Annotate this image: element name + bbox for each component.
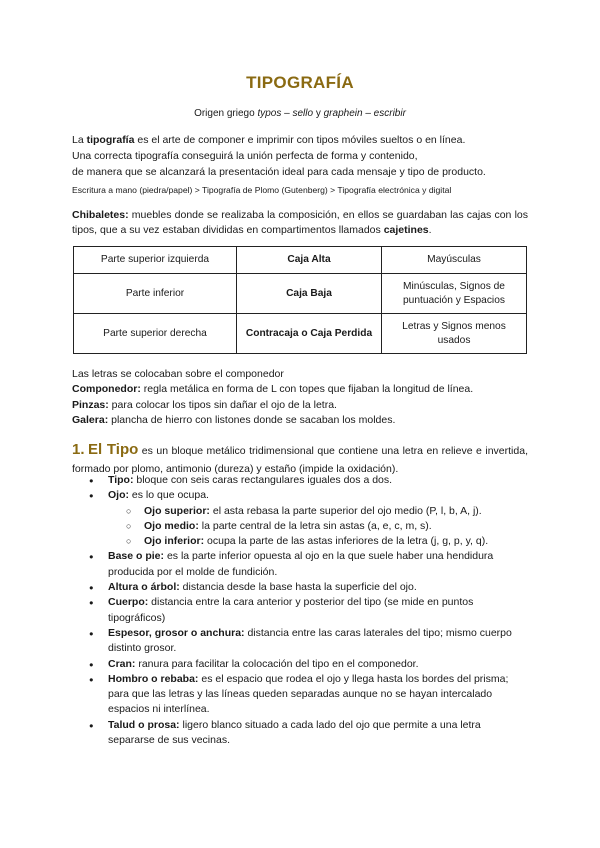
galera-term: Galera: (72, 413, 109, 426)
section-text: es un bloque metálico tridimensional que contiene una letra en relieve e invertida, formado por plomo, antimonio (dureza) y estaño (impide la oxidación). (72, 445, 528, 475)
list-item (72, 657, 522, 672)
list-text: distancia desde la base hasta la superficie del ojo. (179, 581, 417, 594)
list-text: es la parte inferior opuesta al ojo en la que suele haber una hendidura producida por el molde de fundición. (108, 550, 494, 578)
table-row (74, 247, 527, 274)
list-item (72, 718, 522, 749)
list-text: el asta rebasa la parte superior del ojo medio (P, l, b, A, j). (209, 504, 482, 517)
list-term: Base o pie: (108, 550, 165, 563)
list-term: Altura o árbol: (108, 581, 180, 594)
intro-paragraph (72, 132, 542, 180)
table-cell: Parte superior derecha (74, 314, 237, 354)
list-text: es el espacio que rodea el ojo y llega hasta los bordes del prisma; para que las letras y las líneas queden separadas aunque no se hayan intercalado espacios ni interlínea. (108, 672, 509, 716)
section-title: El Tipo (88, 441, 139, 458)
intro-line-2: Una correcta tipografía conseguirá la unión perfecta de forma y contenido, (72, 150, 418, 162)
list-text: la parte central de la letra sin astas (a, e, c, m, s). (198, 519, 432, 532)
subtitle-dash-2: – (362, 108, 374, 119)
chibaletes-paragraph (72, 208, 528, 238)
intro-text-2: es el arte de componer e imprimir con tipos móviles sueltos o en línea. (134, 134, 466, 146)
table-cell: Parte inferior (74, 274, 237, 314)
list-term: Cran: (108, 657, 136, 670)
subtitle-text: Origen griego (194, 108, 258, 119)
subtitle-typos: typos (257, 108, 282, 119)
table-cell: Letras y Signos menos usados (382, 314, 527, 354)
list-item (72, 626, 522, 657)
document-title: TIPOGRAFÍA (246, 73, 354, 92)
list-item (72, 580, 522, 595)
sublist-item (108, 519, 522, 534)
galera-text: plancha de hierro con listones donde se sacaban los moldes. (108, 413, 396, 426)
list-term: Hombro o rebaba: (108, 672, 199, 685)
pinzas-term: Pinzas: (72, 398, 109, 411)
list-text: ligero blanco situado a cada lado del ojo que permite a una letra separarse de sus vecinas. (108, 718, 481, 747)
intro-text: La (72, 134, 87, 146)
subtitle-sello: sello (292, 108, 314, 119)
list-item (72, 595, 522, 626)
tools-line-1: Las letras se colocaban sobre el componedor (72, 368, 284, 380)
intro-term-tipografia: tipografía (86, 134, 135, 146)
table-cell: Contracaja o Caja Perdida (237, 314, 382, 354)
table-cell: Parte superior izquierda (74, 247, 237, 274)
list-item (72, 672, 522, 718)
galera-definition (72, 413, 532, 428)
chibaletes-end: . (428, 224, 432, 236)
list-term: Tipo: (108, 474, 134, 486)
intro-line-3: de manera que se alcanzará la presentación ideal para cada mensaje y tipo de producto. (72, 166, 486, 178)
pinzas-definition (72, 398, 532, 413)
list-term: Ojo inferior: (144, 535, 205, 548)
table-row (74, 274, 527, 314)
chibaletes-text: muebles donde se realizaba la composición, en ellos se guardaban las cajas con los tipos, que a su vez estaban divididas en compartimentos llamados (72, 209, 528, 236)
list-term: Talud o prosa: (108, 718, 180, 731)
section-number: 1. (72, 441, 85, 458)
table-cell: Caja Baja (237, 274, 382, 314)
list-text: bloque con seis caras rectangulares iguales dos a dos. (133, 474, 393, 486)
list-text: es lo que ocupa. (129, 489, 209, 502)
subtitle-dash: – (281, 108, 293, 119)
componedor-term: Componedor: (72, 383, 141, 396)
table-cell: Caja Alta (237, 247, 382, 274)
list-item (72, 473, 522, 488)
subtitle-escribir: escribir (373, 108, 406, 119)
sublist-item (108, 534, 522, 549)
table-cell: Minúsculas, Signos de puntuación y Espacios (382, 274, 527, 314)
pinzas-text: para colocar los tipos sin dañar el ojo de la letra. (108, 398, 337, 411)
ojo-sublist (108, 504, 522, 550)
cajas-table (73, 246, 527, 354)
list-term: Ojo medio: (144, 519, 199, 532)
table-row (74, 314, 527, 354)
intro-line-1 (72, 132, 542, 148)
history-timeline: Escritura a mano (piedra/papel) > Tipografía de Plomo (Gutenberg) > Tipografía electrónica y digital (72, 185, 452, 195)
sublist-item (108, 504, 522, 519)
list-text: distancia entre las caras laterales del tipo; mismo cuerpo distinto grosor. (108, 626, 512, 655)
list-term: Ojo superior: (144, 504, 210, 517)
componedor-text: regla metálica en forma de L con topes que fijaban la longitud de línea. (140, 383, 474, 396)
cajetines-term: cajetines (383, 224, 429, 236)
chibaletes-term: Chibaletes: (72, 209, 129, 221)
list-text: ocupa la parte de las astas inferiores de la letra (j, g, p, y, q). (204, 535, 489, 548)
list-text: ranura para facilitar la colocación del tipo en el componedor. (135, 657, 419, 670)
tools-paragraph (72, 367, 532, 428)
table-cell: Mayúsculas (382, 247, 527, 274)
list-item (72, 549, 522, 580)
list-term: Ojo: (108, 489, 129, 502)
subtitle-graphein: graphein (323, 108, 363, 119)
tipo-parts-list (72, 473, 522, 748)
componedor-definition (72, 382, 532, 397)
list-term: Cuerpo: (108, 596, 149, 609)
origin-subtitle (0, 108, 600, 119)
subtitle-and: y (313, 108, 324, 119)
list-term: Espesor, grosor o anchura: (108, 626, 245, 639)
list-item (72, 488, 522, 549)
list-text: distancia entre la cara anterior y posterior del tipo (se mide en puntos tipográficos) (108, 596, 474, 624)
